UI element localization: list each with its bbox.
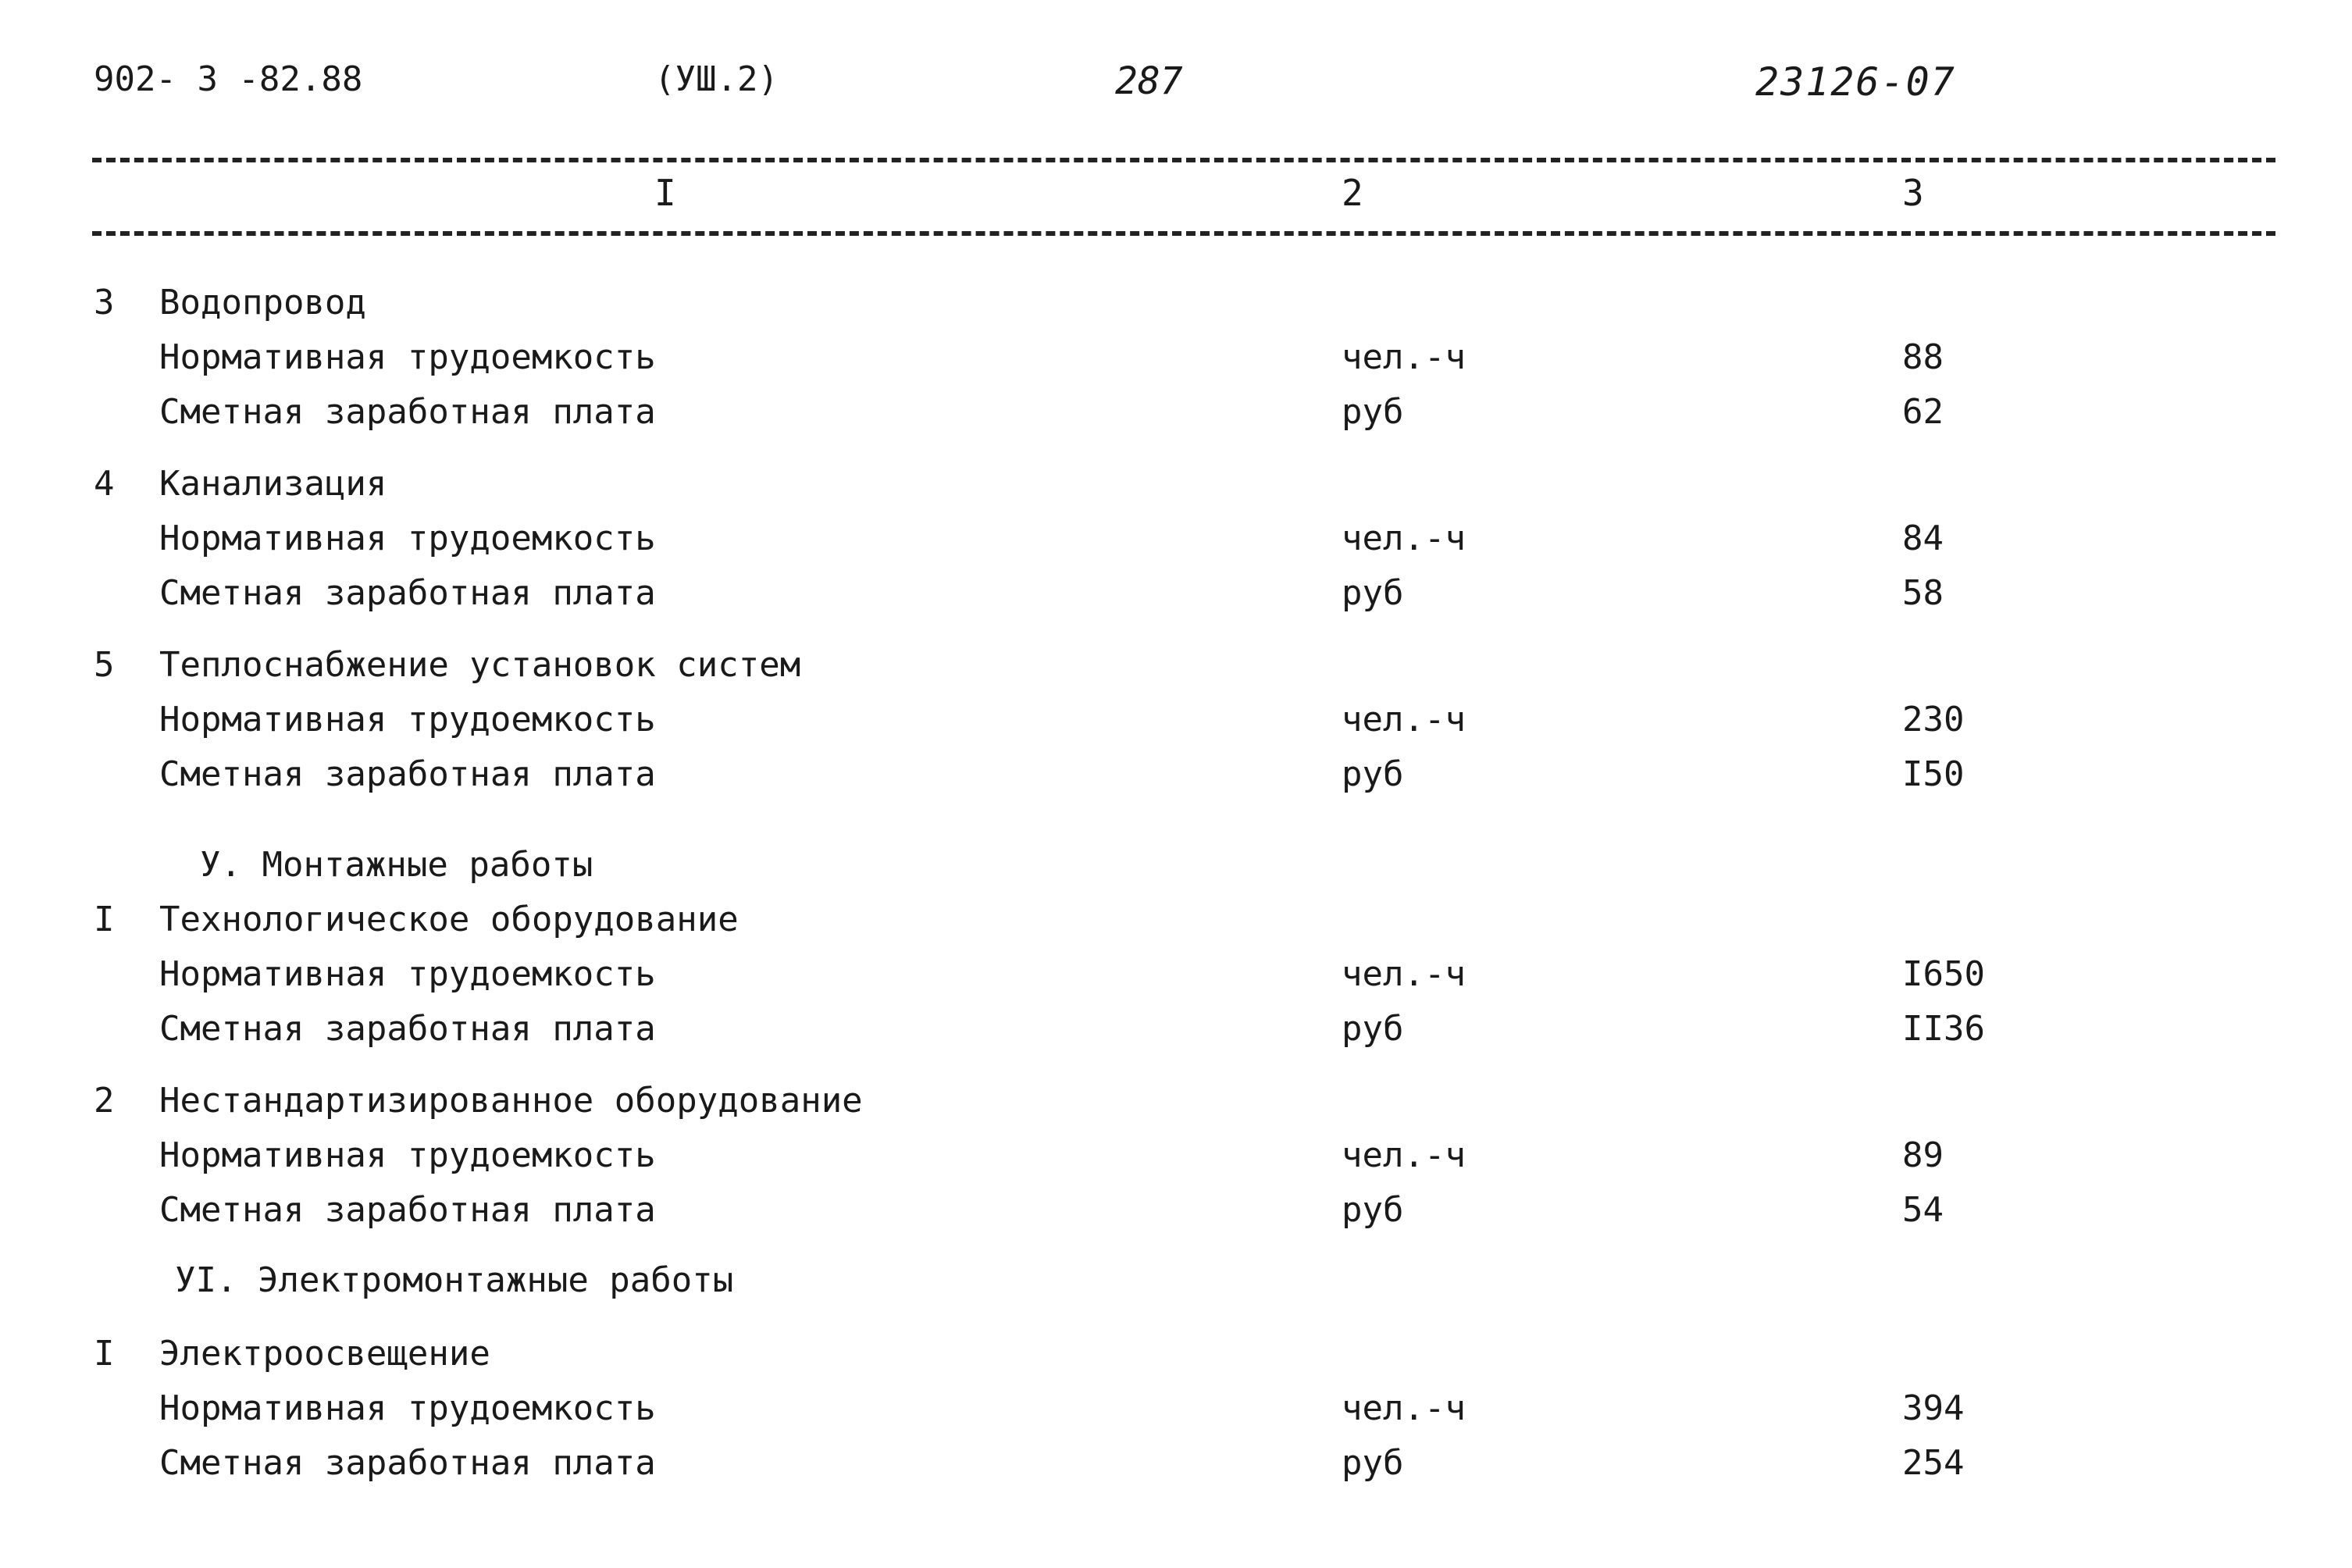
row-unit: чел.-ч	[1342, 1388, 1466, 1428]
row-label: Нормативная трудоемкость	[159, 954, 656, 994]
group-number: 2	[94, 1081, 115, 1121]
row-unit: чел.-ч	[1342, 954, 1466, 994]
row-label: Нормативная трудоемкость	[159, 700, 656, 739]
row-label: Сметная заработная плата	[159, 1009, 656, 1049]
row-unit: руб	[1342, 573, 1404, 613]
row-label: Сметная заработная плата	[159, 1443, 656, 1483]
row-unit: руб	[1342, 1443, 1404, 1483]
row-label: Сметная заработная плата	[159, 573, 656, 613]
row-value: 84	[1902, 519, 1944, 558]
column-header-2: 2	[1342, 172, 1363, 214]
row-label: Сметная заработная плата	[159, 1190, 656, 1230]
column-header-3: 3	[1902, 172, 1924, 214]
row-value: 394	[1902, 1388, 1965, 1428]
row-unit: руб	[1342, 392, 1404, 432]
row-unit: руб	[1342, 1190, 1404, 1230]
row-value: 254	[1902, 1443, 1965, 1483]
row-unit: руб	[1342, 1009, 1404, 1049]
row-value: 88	[1902, 337, 1944, 377]
row-unit: чел.-ч	[1342, 519, 1466, 558]
page-number: 287	[1115, 59, 1183, 103]
table-header-top-rule	[92, 158, 2275, 162]
row-value: I50	[1902, 754, 1965, 794]
row-unit: чел.-ч	[1342, 1135, 1466, 1175]
group-number: I	[94, 900, 115, 939]
row-label: Нормативная трудоемкость	[159, 1388, 656, 1428]
row-label: Сметная заработная плата	[159, 392, 656, 432]
row-label: Сметная заработная плата	[159, 754, 656, 794]
row-value: 62	[1902, 392, 1944, 432]
group-number: 3	[94, 283, 115, 323]
row-value: II36	[1902, 1009, 1985, 1049]
row-value: I650	[1902, 954, 1985, 994]
table-header-bottom-rule	[92, 231, 2275, 236]
row-unit: чел.-ч	[1342, 337, 1466, 377]
row-value: 58	[1902, 573, 1944, 613]
row-label: Нормативная трудоемкость	[159, 519, 656, 558]
row-value: 230	[1902, 700, 1965, 739]
document-number: 23126-07	[1755, 59, 1956, 105]
group-number: 5	[94, 645, 115, 685]
row-label: Нормативная трудоемкость	[159, 1135, 656, 1175]
row-unit: чел.-ч	[1342, 700, 1466, 739]
section-heading: УI. Электромонтажные работы	[175, 1260, 734, 1300]
group-title: Теплоснабжение установок систем	[159, 645, 801, 685]
group-title: Канализация	[159, 464, 387, 504]
group-title: Технологическое оборудование	[159, 900, 739, 939]
group-title: Водопровод	[159, 283, 366, 323]
group-title: Нестандартизированное оборудование	[159, 1081, 863, 1121]
group-number: 4	[94, 464, 115, 504]
group-number: I	[94, 1334, 115, 1374]
column-header-1: I	[654, 172, 676, 214]
section-reference: (УШ.2)	[654, 59, 779, 99]
section-heading: У. Монтажные работы	[200, 845, 593, 885]
row-label: Нормативная трудоемкость	[159, 337, 656, 377]
document-code: 902- 3 -82.88	[94, 59, 363, 99]
group-title: Электроосвещение	[159, 1334, 490, 1374]
row-unit: руб	[1342, 754, 1404, 794]
row-value: 89	[1902, 1135, 1944, 1175]
row-value: 54	[1902, 1190, 1944, 1230]
